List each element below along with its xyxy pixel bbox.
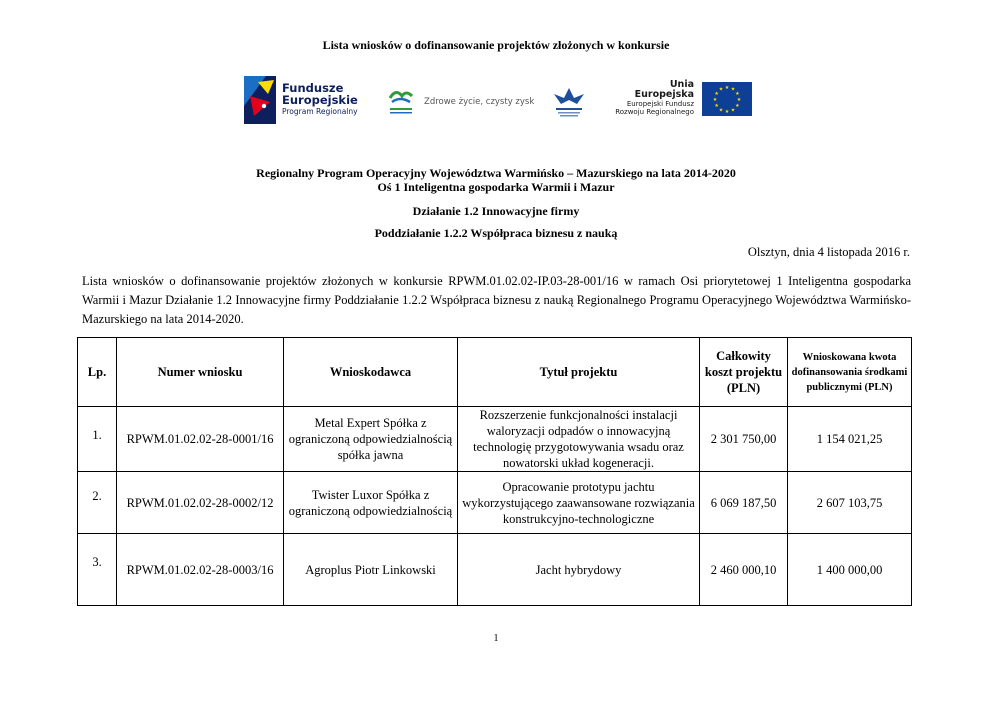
programme-title: Regionalny Program Operacyjny Województwa Warmińsko – Mazurskiego na lata 2014-2020 <box>256 166 736 180</box>
header-numer: Numer wniosku <box>117 338 284 407</box>
cell-koszt: 2 460 000,10 <box>700 534 788 606</box>
header-tytul: Tytuł projektu <box>458 338 700 407</box>
warmia-mazury-mark-icon <box>384 84 418 118</box>
table-header-row <box>78 338 912 407</box>
ue-line1: Unia Europejska <box>634 79 694 101</box>
programme-subaction: Poddziałanie 1.2.2 Współpraca biznesu z nauką <box>374 226 618 240</box>
cell-tytul: Jacht hybrydowy <box>458 534 700 606</box>
cell-kwota: 1 400 000,00 <box>788 534 912 606</box>
svg-text:★: ★ <box>718 86 724 93</box>
header-lp: Lp. <box>78 338 117 407</box>
cell-koszt: 2 301 750,00 <box>700 407 788 472</box>
projects-table <box>77 337 912 606</box>
svg-text:★: ★ <box>730 86 736 93</box>
agency-logo <box>544 84 594 124</box>
ue-text-block <box>614 80 694 116</box>
warmia-mazury-logo <box>384 84 535 120</box>
svg-text:★: ★ <box>714 91 719 97</box>
header-kwota: Wnioskowana kwota dofinansowania środkami publicznymi (PLN) <box>788 338 912 407</box>
cell-kwota: 1 154 021,25 <box>788 407 912 472</box>
svg-text:★: ★ <box>735 91 740 97</box>
svg-text:★: ★ <box>736 97 742 103</box>
eu-flag-icon <box>702 82 752 116</box>
ue-line3: Rozwoju Regionalnego <box>615 107 694 116</box>
fe-line3: Program Regionalny <box>282 107 358 117</box>
table-row <box>78 534 912 606</box>
fe-flag-icon <box>244 76 276 124</box>
header-wnioskodawca: Wnioskodawca <box>284 338 458 407</box>
wm-slogan: Zdrowe życie, czysty zysk <box>424 97 535 107</box>
agency-mark-icon <box>544 84 594 124</box>
cell-lp: 2. <box>78 472 117 534</box>
table-row <box>78 472 912 534</box>
document-title: Lista wniosków o dofinansowanie projektów złożonych w konkursie <box>322 38 670 52</box>
cell-tytul: Opracowanie prototypu jachtu wykorzystującego zaawansowane rozwiązania konstrukcyjno-technologiczne <box>458 472 700 534</box>
cell-numer: RPWM.01.02.02-28-0001/16 <box>117 407 284 472</box>
intro-paragraph: Lista wniosków o dofinansowanie projektów złożonych w konkursie RPWM.01.02.02-IP.03-28-001/16 w ramach Osi priorytetowej 1 Inteligentna gospodarka Warmii i Mazur Działanie 1.2 Innowacyjne firmy Poddziałanie 1.2.2 Współpraca biznesu z nauką Regionalnego Programu Operacyjnego Województwa Warmińsko-Mazurskiego na lata 2014-2020. <box>82 274 911 326</box>
cell-wnioskodawca: Metal Expert Spółka z ograniczoną odpowiedzialnością spółka jawna <box>284 407 458 472</box>
cell-tytul: Rozszerzenie funkcjonalności instalacji waloryzacji odpadów o innowacyjną technologię przygotowywania wsadu oraz nowatorski układ kogeneracji. <box>458 407 700 472</box>
svg-text:★: ★ <box>735 103 740 109</box>
fe-line1: Fundusze <box>282 81 344 95</box>
cell-kwota: 2 607 103,75 <box>788 472 912 534</box>
logos-bar <box>244 74 754 128</box>
fundusze-europejskie-logo <box>244 74 376 126</box>
svg-text:★: ★ <box>724 85 730 91</box>
cell-numer: RPWM.01.02.02-28-0003/16 <box>117 534 284 606</box>
page-number: 1 <box>493 633 499 644</box>
cell-wnioskodawca: Twister Luxor Spółka z ograniczoną odpowiedzialnością <box>284 472 458 534</box>
cell-numer: RPWM.01.02.02-28-0002/12 <box>117 472 284 534</box>
header-koszt: Całkowity koszt projektu (PLN) <box>700 338 788 407</box>
ue-line2: Europejski Fundusz <box>626 99 694 108</box>
svg-text:★: ★ <box>712 97 718 103</box>
fe-line2: Europejskie <box>282 93 358 108</box>
cell-wnioskodawca: Agroplus Piotr Linkowski <box>284 534 458 606</box>
cell-koszt: 6 069 187,50 <box>700 472 788 534</box>
cell-lp: 3. <box>78 534 117 606</box>
svg-text:★: ★ <box>718 107 724 114</box>
programme-axis: Oś 1 Inteligentna gospodarka Warmii i Mazur <box>377 180 615 194</box>
date-line: Olsztyn, dnia 4 listopada 2016 r. <box>747 245 910 259</box>
cell-lp: 1. <box>78 407 117 472</box>
table-row <box>78 407 912 472</box>
programme-action: Działanie 1.2 Innowacyjne firmy <box>412 204 580 218</box>
svg-text:★: ★ <box>724 109 730 115</box>
svg-text:★: ★ <box>714 103 719 109</box>
svg-text:★: ★ <box>730 107 736 114</box>
